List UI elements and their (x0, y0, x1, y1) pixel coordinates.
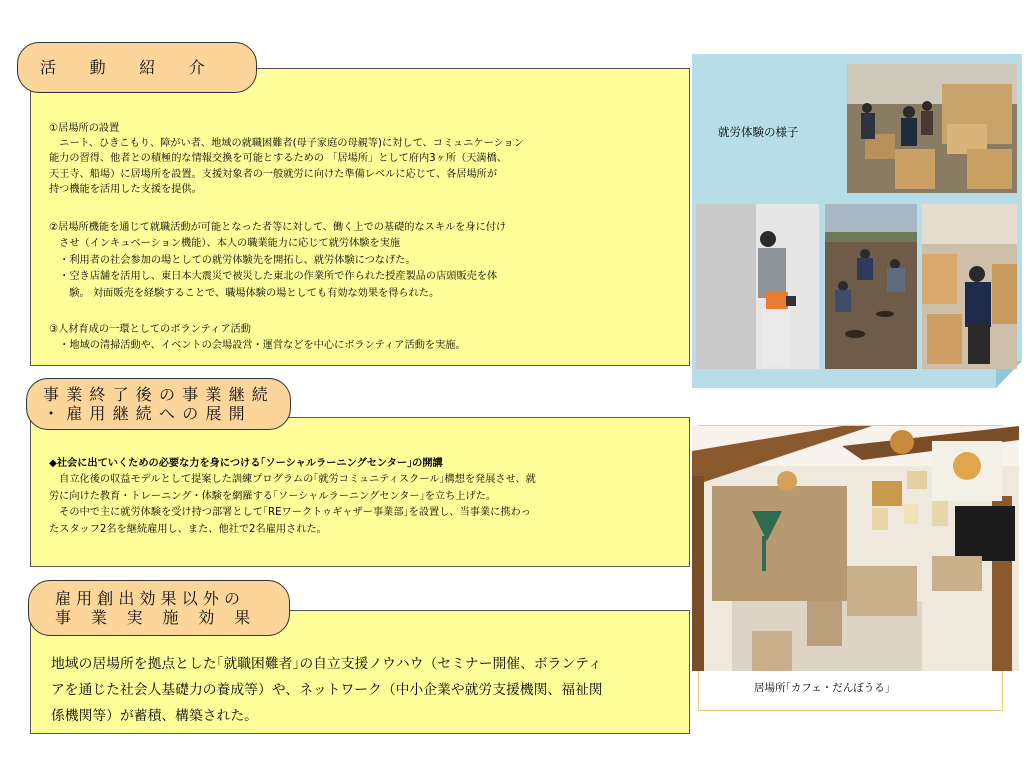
activity-item2-line: 験。 対面販売を経験することで、職場体験の場としても有効な効果を得られた。 (49, 287, 440, 299)
activity-heading-text: 活 動 紹 介 (40, 58, 214, 77)
continuation-line: 自立化後の収益モデルとして提案した訓練プログラムの｢就労コミュニティスクール｣構想を発展させ、就 (49, 474, 536, 485)
activity-item1-line: 天王寺、船場）に居場所を設置。支援対象者の一般就労に向けた準備レベルに応じて、各居場所が (49, 168, 498, 180)
continuation-box (30, 417, 690, 567)
activity-item2-line: ・利用者の社会参加の場としての就労体験先を開拓し、就労体験につなげた。 (49, 254, 416, 266)
activity-item2-line: させ（インキュベーション機能）、本人の職業能力に応じて就労体験を実施 (49, 238, 401, 250)
wall-work-photo (696, 204, 819, 369)
continuation-line: たスタッフ2名を継続雇用し、また、他社で2名雇用された。 (49, 523, 327, 535)
packing-work-photo (922, 204, 1017, 369)
activity-item2-line: ・空き店舗を活用し、東日本大震災で被災した東北の作業所で作られた授産製品の店頭販売を体 (49, 271, 498, 283)
other-effects-line: 係機関等）が蓄積、構築された。 (51, 708, 258, 724)
continuation-line: 労に向けた教育・トレーニング・体験を網羅する｢ソーシャルラーニングセンター｣を立ち上げた。 (49, 490, 497, 502)
activity-item1-line: 持つ機能を活用した支援を提供。 (49, 183, 202, 195)
activity-item1-line: ニート、ひきこもり、障がい者、地域の就職困難者(母子家庭の母親等)に対して、コミュニケーション (49, 138, 524, 150)
other-effects-heading-line2: 事 業 実 施 効 果 (55, 608, 253, 627)
cafe-photo (692, 426, 1019, 671)
continuation-heading-line2: ・雇用継続への展開 (43, 404, 252, 423)
activity-item2-title: ②居場所機能を通じて就職活動が可能となった者等に対して、働く上での基礎的なスキルを身に付け (49, 222, 507, 233)
field-work-photo (825, 204, 917, 369)
other-effects-line: 地域の居場所を拠点とした｢就職困難者｣の自立支援ノウハウ（セミナー開催、ボランティ (51, 656, 602, 672)
other-effects-heading-line1: 雇用創出効果以外の (55, 589, 246, 608)
activity-item1-line: 能力の習得、他者との積極的な情報交換を可能とするための 「居場所」として府内3ヶ所（天満橋、 (49, 153, 507, 165)
activity-item1-title: ①居場所の設置 (49, 123, 120, 134)
other-effects-line: アを通じた社会人基礎力の養成等）や、ネットワーク（中小企業や就労支援機関、福祉関 (51, 682, 603, 698)
continuation-line: その中で主に就労体験を受け持つ部署として｢REワークトゥギャザー事業部｣を設置し、当事業に携わっ (49, 507, 531, 518)
activity-heading (17, 42, 257, 93)
activity-item3-title: ③人材育成の一環としてのボランティア活動 (49, 324, 251, 335)
cafe-caption: 居場所｢カフェ・だんぼうる｣ (754, 682, 890, 694)
warehouse-photo (847, 64, 1017, 193)
other-effects-heading (28, 580, 290, 636)
continuation-heading-line1: 事業終了後の事業継続 (43, 385, 276, 404)
activity-item3-line: ・地域の清掃活動や、イベントの会場設営・運営などを中心にボランティア活動を実施。 (49, 340, 466, 352)
work-experience-caption: 就労体験の様子 (718, 125, 799, 139)
continuation-heading (26, 378, 291, 430)
activity-box (30, 68, 690, 366)
continuation-title: ◆社会に出ていくための必要な力を身につける｢ソーシャルラーニングセンター｣の開講 (49, 458, 443, 469)
